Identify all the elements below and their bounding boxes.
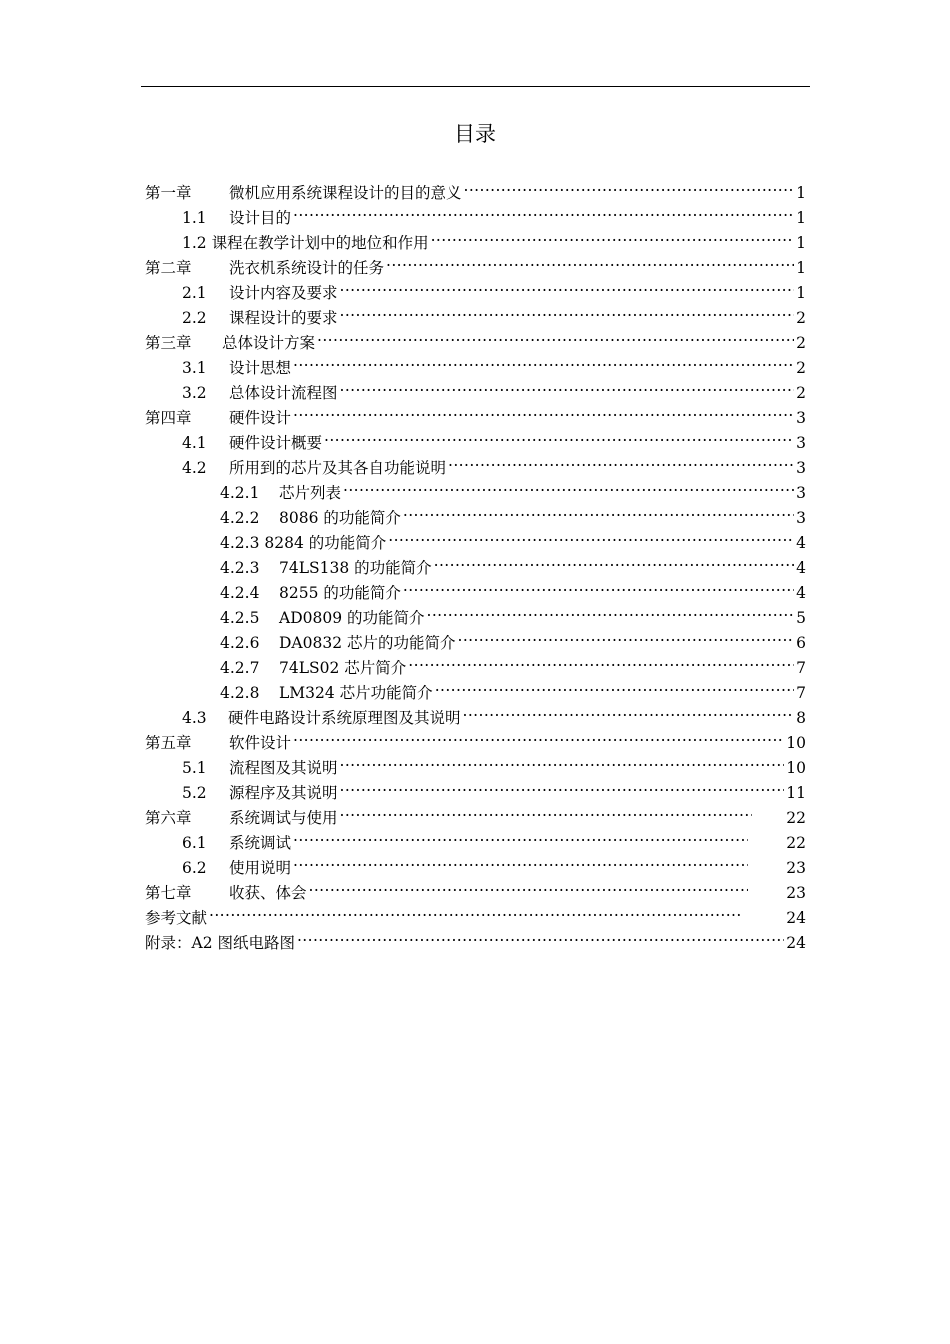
toc-entry[interactable]: [182, 299, 806, 327]
toc-entry[interactable]: [220, 524, 806, 552]
toc-entry-page: 11: [786, 784, 806, 802]
toc-entry-page: 1: [796, 209, 806, 227]
toc-entry-number: 5.1: [182, 759, 207, 777]
toc-entry-label: 微机应用系统课程设计的目的意义: [229, 184, 462, 202]
toc-entry-page: 3: [796, 459, 806, 477]
toc-entry-page: 2: [796, 384, 806, 402]
toc-entry-page: 23: [786, 884, 806, 902]
toc-entry-page: 24: [786, 934, 806, 952]
toc-entry-page: 1: [796, 284, 806, 302]
toc-entry[interactable]: [145, 799, 806, 827]
toc-entry-number: 4.3: [182, 709, 207, 727]
toc-entry[interactable]: [182, 199, 806, 227]
toc-entry[interactable]: [145, 174, 806, 202]
toc-entry[interactable]: [220, 674, 806, 702]
toc-dot-leader: [340, 299, 795, 323]
toc-entry-label: 1.2 课程在教学计划中的地位和作用: [182, 234, 429, 252]
toc-dot-leader: [403, 574, 794, 598]
toc-entry-page: 3: [796, 509, 806, 527]
toc-dot-leader: [403, 499, 794, 523]
toc-entry[interactable]: [145, 249, 806, 277]
toc-entry-page: 2: [796, 309, 806, 327]
toc-entry-label: 硬件设计: [229, 409, 292, 427]
toc-entry-number: 3.2: [182, 384, 207, 402]
toc-entry-number: 4.2.6: [220, 634, 260, 652]
toc-dot-leader: [340, 799, 753, 823]
toc-entry[interactable]: [145, 874, 806, 902]
toc-entry-label: 硬件电路设计系统原理图及其说明: [228, 709, 461, 727]
toc-entry-number: 2.2: [182, 309, 207, 327]
toc-entry-number: 4.2.4: [220, 584, 260, 602]
toc-entry-number: 3.1: [182, 359, 207, 377]
toc-entry[interactable]: [145, 924, 806, 952]
toc-entry-label: AD0809 的功能简介: [279, 609, 425, 627]
toc-entry-label: 74LS138 的功能简介: [279, 559, 432, 577]
toc-dot-leader: [293, 724, 784, 748]
toc-dot-leader: [464, 174, 795, 198]
toc-entry-label: 设计内容及要求: [229, 284, 338, 302]
toc-entry-number: 第一章: [145, 184, 192, 202]
toc-entry-number: 4.1: [182, 434, 207, 452]
toc-entry-number: 4.2.2: [220, 509, 260, 527]
toc-entry[interactable]: [182, 699, 806, 727]
toc-entry[interactable]: [182, 774, 806, 802]
toc-entry-page: 3: [796, 409, 806, 427]
toc-entry-label: 课程设计的要求: [229, 309, 338, 327]
toc-entry-number: 第二章: [145, 259, 192, 277]
toc-entry[interactable]: [182, 424, 806, 452]
toc-entry-number: 6.2: [182, 859, 207, 877]
toc-dot-leader: [324, 424, 794, 448]
toc-entry-number: 4.2: [182, 459, 207, 477]
toc-entry[interactable]: [220, 474, 806, 502]
toc-dot-leader: [309, 874, 749, 898]
toc-entry-label: 所用到的芯片及其各自功能说明: [229, 459, 447, 477]
toc-dot-leader: [293, 349, 794, 373]
toc-dot-leader: [317, 324, 794, 348]
toc-entry[interactable]: [182, 349, 806, 377]
toc-entry[interactable]: [220, 499, 806, 527]
toc-entry-page: 6: [796, 634, 806, 652]
toc-entry-number: 4.2.1: [220, 484, 260, 502]
toc-dot-leader: [340, 274, 795, 298]
toc-entry-number: 5.2: [182, 784, 207, 802]
toc-entry-number: 2.1: [182, 284, 207, 302]
toc-entry-label: 系统调试: [229, 834, 292, 852]
toc-entry[interactable]: [220, 549, 806, 577]
toc-entry-page: 8: [796, 709, 806, 727]
toc-entry-page: 7: [796, 684, 806, 702]
toc-entry[interactable]: [145, 724, 806, 752]
toc-dot-leader: [408, 649, 794, 673]
toc-entry[interactable]: [182, 824, 806, 852]
toc-entry-label: 4.2.3 8284 的功能简介: [220, 534, 387, 552]
toc-entry-page: 1: [796, 259, 806, 277]
toc-dot-leader: [434, 549, 794, 573]
toc-entry-page: 2: [796, 359, 806, 377]
toc-entry-page: 4: [796, 534, 806, 552]
toc-entry-label: 软件设计: [229, 734, 292, 752]
toc-entry-page: 5: [796, 609, 806, 627]
toc-entry-label: 使用说明: [229, 859, 292, 877]
toc-entry[interactable]: [220, 599, 806, 627]
toc-entry[interactable]: [182, 449, 806, 477]
toc-dot-leader: [293, 824, 748, 848]
toc-entry-page: 3: [796, 484, 806, 502]
toc-entry-label: 附录：A2 图纸电路图: [145, 934, 295, 952]
toc-entry-number: 6.1: [182, 834, 207, 852]
toc-dot-leader: [293, 199, 794, 223]
header-rule: [141, 86, 810, 87]
toc-dot-leader: [427, 599, 795, 623]
toc-dot-leader: [388, 524, 794, 548]
toc-entry-label: 收获、体会: [229, 884, 307, 902]
toc-entry-label: 流程图及其说明: [229, 759, 338, 777]
toc-entry-page: 1: [796, 234, 806, 252]
toc-entry[interactable]: [220, 624, 806, 652]
toc-dot-leader: [293, 849, 748, 873]
toc-entry[interactable]: [182, 274, 806, 302]
toc-entry-page: 24: [786, 909, 806, 927]
toc-entry-label: 8255 的功能简介: [279, 584, 401, 602]
toc-entry-page: 10: [786, 734, 806, 752]
toc-entry-number: 第三章: [145, 334, 192, 352]
toc-entry-label: LM324 芯片功能简介: [279, 684, 433, 702]
toc-title: 目录: [454, 122, 496, 146]
toc-entry-page: 22: [786, 809, 806, 827]
toc-dot-leader: [435, 674, 794, 698]
toc-dot-leader: [293, 399, 794, 423]
toc-entry-number: 第五章: [145, 734, 192, 752]
toc-entry-number: 4.2.7: [220, 659, 260, 677]
toc-entry-number: 4.2.5: [220, 609, 260, 627]
toc-entry-label: 总体设计流程图: [229, 384, 338, 402]
toc-entry-label: 设计目的: [229, 209, 292, 227]
toc-entry-page: 3: [796, 434, 806, 452]
toc-entry[interactable]: [182, 849, 806, 877]
toc-entry-number: 1.1: [182, 209, 207, 227]
toc-entry-label: 设计思想: [229, 359, 292, 377]
toc-entry-label: 参考文献: [145, 909, 208, 927]
toc-entry[interactable]: [145, 899, 806, 927]
toc-dot-leader: [386, 249, 794, 273]
toc-entry[interactable]: [182, 224, 806, 252]
toc-dot-leader: [340, 374, 795, 398]
toc-entry-page: 7: [796, 659, 806, 677]
toc-entry[interactable]: [182, 374, 806, 402]
toc-entry[interactable]: [145, 399, 806, 427]
toc-dot-leader: [297, 924, 784, 948]
toc-entry-label: 洗衣机系统设计的任务: [229, 259, 385, 277]
toc-entry-label: 芯片列表: [279, 484, 342, 502]
toc-entry[interactable]: [220, 574, 806, 602]
toc-entry-label: 硬件设计概要: [229, 434, 323, 452]
toc-entry-number: 第四章: [145, 409, 192, 427]
toc-entry[interactable]: [182, 749, 806, 777]
toc-entry-label: 系统调试与使用: [229, 809, 338, 827]
toc-entry-page: 1: [796, 184, 806, 202]
toc-entry-label: 74LS02 芯片简介: [279, 659, 407, 677]
toc-entry-page: 22: [786, 834, 806, 852]
toc-dot-leader: [340, 774, 785, 798]
toc-entry-number: 第六章: [145, 809, 192, 827]
toc-entry-number: 4.2.8: [220, 684, 260, 702]
toc-dot-leader: [458, 624, 795, 648]
toc-entry-label: 8086 的功能简介: [279, 509, 401, 527]
toc-dot-leader: [431, 224, 795, 248]
toc-dot-leader: [340, 749, 785, 773]
toc-entry[interactable]: [220, 649, 806, 677]
toc-entry-page: 23: [786, 859, 806, 877]
toc-dot-leader: [463, 699, 795, 723]
toc-entry-page: 4: [796, 584, 806, 602]
toc-entry-label: 总体设计方案: [222, 334, 316, 352]
toc-entry-page: 4: [796, 559, 806, 577]
toc-dot-leader: [343, 474, 794, 498]
toc-dot-leader: [209, 899, 742, 923]
toc-entry-page: 10: [786, 759, 806, 777]
toc-entry-label: 源程序及其说明: [229, 784, 338, 802]
toc-dot-leader: [448, 449, 794, 473]
toc-entry[interactable]: [145, 324, 806, 352]
toc-entry-label: DA0832 芯片的功能简介: [279, 634, 456, 652]
toc-entry-number: 第七章: [145, 884, 192, 902]
toc-entry-page: 2: [796, 334, 806, 352]
toc-entry-number: 4.2.3: [220, 559, 260, 577]
